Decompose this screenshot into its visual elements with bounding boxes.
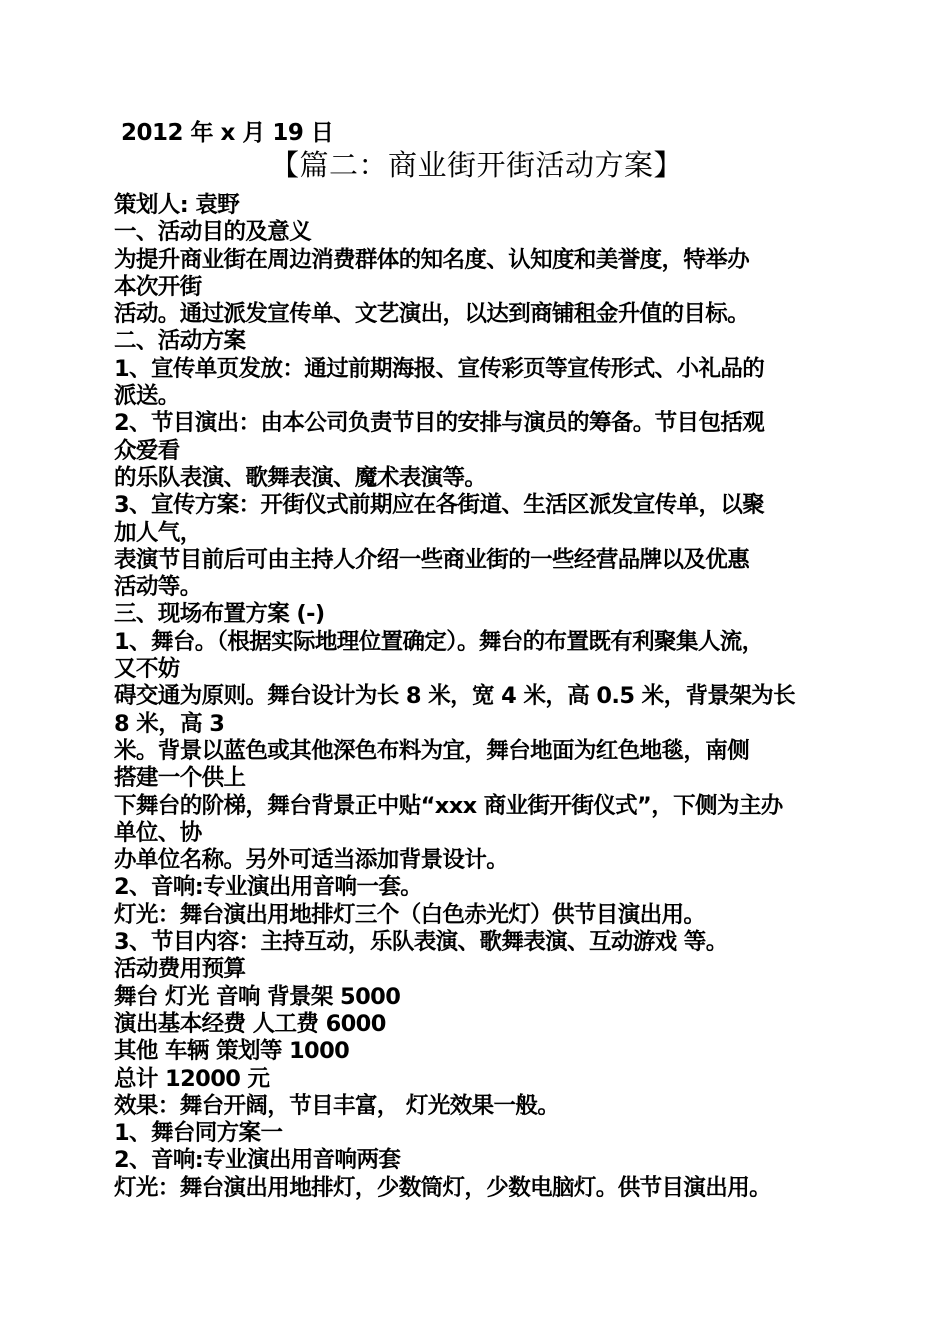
text-line: 加人气，	[114, 519, 202, 546]
text-line: 灯光：舞台演出用地排灯，少数筒灯，少数电脑灯。供节目演出用。	[114, 1174, 772, 1201]
text-line: 二、活动方案	[114, 328, 246, 355]
text-line: 3、宣传方案：开街仪式前期应在各街道、生活区派发宣传单，以聚	[114, 492, 765, 519]
text-line: 活动费用预算	[114, 956, 246, 983]
text-line: 单位、协	[114, 819, 202, 846]
text-line: 下舞台的阶梯，舞台背景正中贴“xxx 商业街开街仪式”，下侧为主办	[114, 792, 783, 819]
text-line: 2、音响:专业演出用音响一套。	[114, 874, 423, 901]
text-line: 2、节目演出：由本公司负责节目的安排与演员的筹备。节目包括观	[114, 410, 765, 437]
text-line: 2、音响:专业演出用音响两套	[114, 1147, 401, 1174]
text-line: 活动等。	[114, 574, 202, 601]
text-line: 灯光：舞台演出用地排灯三个（白色赤光灯）供节目演出用。	[114, 901, 706, 928]
text-line: 的乐队表演、歌舞表演、魔术表演等。	[114, 464, 487, 491]
text-line: 效果：舞台开阔，节目丰富， 灯光效果一般。	[114, 1092, 560, 1119]
text-line: 派送。	[114, 383, 180, 410]
text-line: 舞台 灯光 音响 背景架 5000	[114, 983, 401, 1010]
document-title: 【篇二：商业街开街活动方案】	[270, 148, 684, 182]
text-line: 演出基本经费 人工费 6000	[114, 1010, 386, 1037]
document-body	[114, 192, 854, 1202]
text-line: 活动。通过派发宣传单、文艺演出，以达到商铺租金升值的目标。	[114, 301, 750, 328]
text-line: 1、舞台同方案一	[114, 1120, 283, 1147]
text-line: 表演节目前后可由主持人介绍一些商业街的一些经营品牌以及优惠	[114, 546, 750, 573]
text-line: 为提升商业街在周边消费群体的知名度、认知度和美誉度，特举办	[114, 246, 750, 273]
text-line: 其他 车辆 策划等 1000	[114, 1038, 350, 1065]
text-line: 三、现场布置方案 (-)	[114, 601, 325, 628]
text-line: 本次开街	[114, 273, 202, 300]
text-line: 1、舞台。（根据实际地理位置确定）。舞台的布置既有利聚集人流，	[114, 628, 764, 655]
text-line: 1、宣传单页发放：通过前期海报、宣传彩页等宣传形式、小礼品的	[114, 355, 765, 382]
text-line: 总计 12000 元	[114, 1065, 270, 1092]
text-line: 3、节目内容：主持互动，乐队表演、歌舞表演、互动游戏 等。	[114, 929, 728, 956]
text-line: 搭建一个供上	[114, 765, 246, 792]
text-line: 众爱看	[114, 437, 180, 464]
text-line: 办单位名称。另外可适当添加背景设计。	[114, 847, 509, 874]
text-line: 策划人: 袁野	[114, 192, 240, 218]
text-line: 又不妨	[114, 656, 180, 683]
text-line: 碍交通为原则。舞台设计为长 8 米，宽 4 米，高 0.5 米，背景架为长	[114, 683, 795, 710]
text-line: 米。背景以蓝色或其他深色布料为宜，舞台地面为红色地毯，南侧	[114, 737, 750, 764]
document-date: 2012 年 x 月 19 日	[121, 120, 334, 146]
text-line: 8 米，高 3	[114, 710, 225, 737]
text-line: 一、活动目的及意义	[114, 219, 312, 246]
